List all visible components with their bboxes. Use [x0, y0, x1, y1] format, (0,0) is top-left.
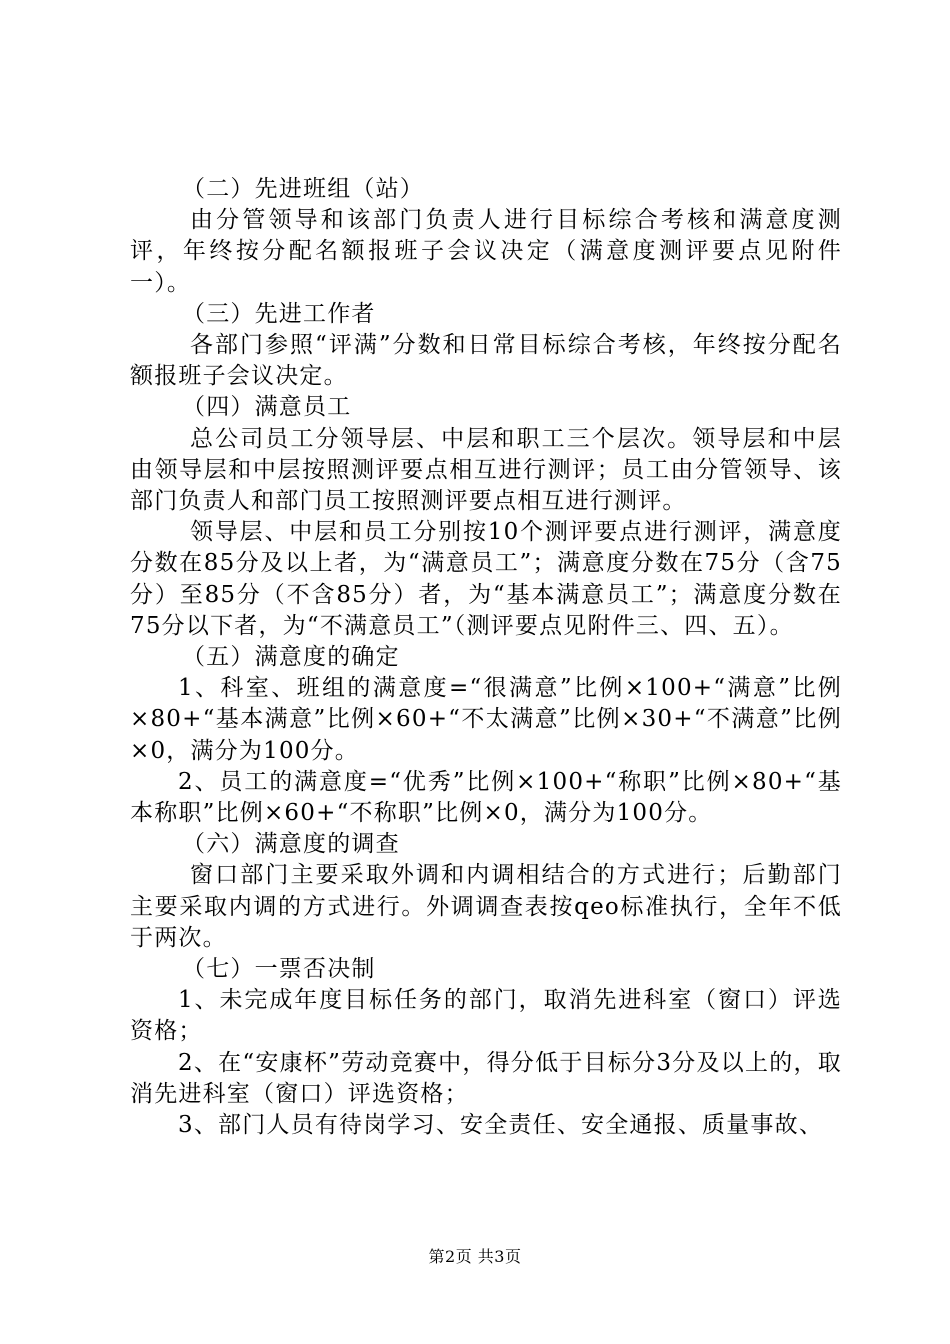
paragraph-veto-2: 2、在“安康杯”劳动竞赛中，得分低于目标分3分及以上的，取消先进科室（窗口）评选资格；: [130, 1049, 842, 1107]
section-heading-5: （五）满意度的确定: [182, 644, 400, 671]
paragraph-dept-satisfaction-formula: 1、科室、班组的满意度=“很满意”比例×100+“满意”比例×80+“基本满意”比例×60+“不太满意”比例×30+“不满意”比例×0，满分为100分。: [130, 675, 842, 764]
paragraph-advanced-worker: 各部门参照“评满”分数和日常目标综合考核，年终按分配名额报班子会议决定。: [130, 332, 842, 390]
section-heading-6: （六）满意度的调查: [182, 831, 400, 858]
page-number-footer: 第2页 共3页: [428, 1247, 522, 1266]
section-heading-2: （二）先进班组（站）: [182, 176, 424, 202]
paragraph-veto-1: 1、未完成年度目标任务的部门，取消先进科室（窗口）评选资格；: [130, 987, 842, 1045]
paragraph-staff-satisfaction-formula: 2、员工的满意度=“优秀”比例×100+“称职”比例×80+“基本称职”比例×60+“不称职”比例×0，满分为100分。: [130, 768, 842, 827]
paragraph-satisfied-staff-levels: 总公司员工分领导层、中层和职工三个层次。领导层和中层由领导层和中层按照测评要点相互进行测评；员工由分管领导、该部门负责人和部门员工按照测评要点相互进行测评。: [130, 425, 842, 515]
section-heading-4: （四）满意员工: [182, 394, 352, 421]
paragraph-veto-3: 3、部门人员有待岗学习、安全责任、安全通报、质量事故、: [178, 1112, 824, 1139]
paragraph-advanced-team: 由分管领导和该部门负责人进行目标综合考核和满意度测评，年终按分配名额报班子会议决定（满意度测评要点见附件一）。: [130, 207, 842, 296]
section-heading-7: （七）一票否决制: [182, 956, 376, 983]
section-heading-3: （三）先进工作者: [182, 300, 376, 327]
paragraph-satisfied-staff-scores: 领导层、中层和员工分别按10个测评要点进行测评，满意度分数在85分及以上者，为“满意员工”；满意度分数在75分（含75分）至85分（不含85分）者，为“基本满意员工”；满意度分数在75分以下者，为“不满意员工”（测评要点见附件三、四、五）。: [130, 519, 842, 639]
document-body: [130, 174, 842, 1141]
paragraph-satisfaction-survey: 窗口部门主要采取外调和内调相结合的方式进行；后勤部门主要采取内调的方式进行。外调调查表按qeo标准执行，全年不低于两次。: [130, 862, 842, 951]
